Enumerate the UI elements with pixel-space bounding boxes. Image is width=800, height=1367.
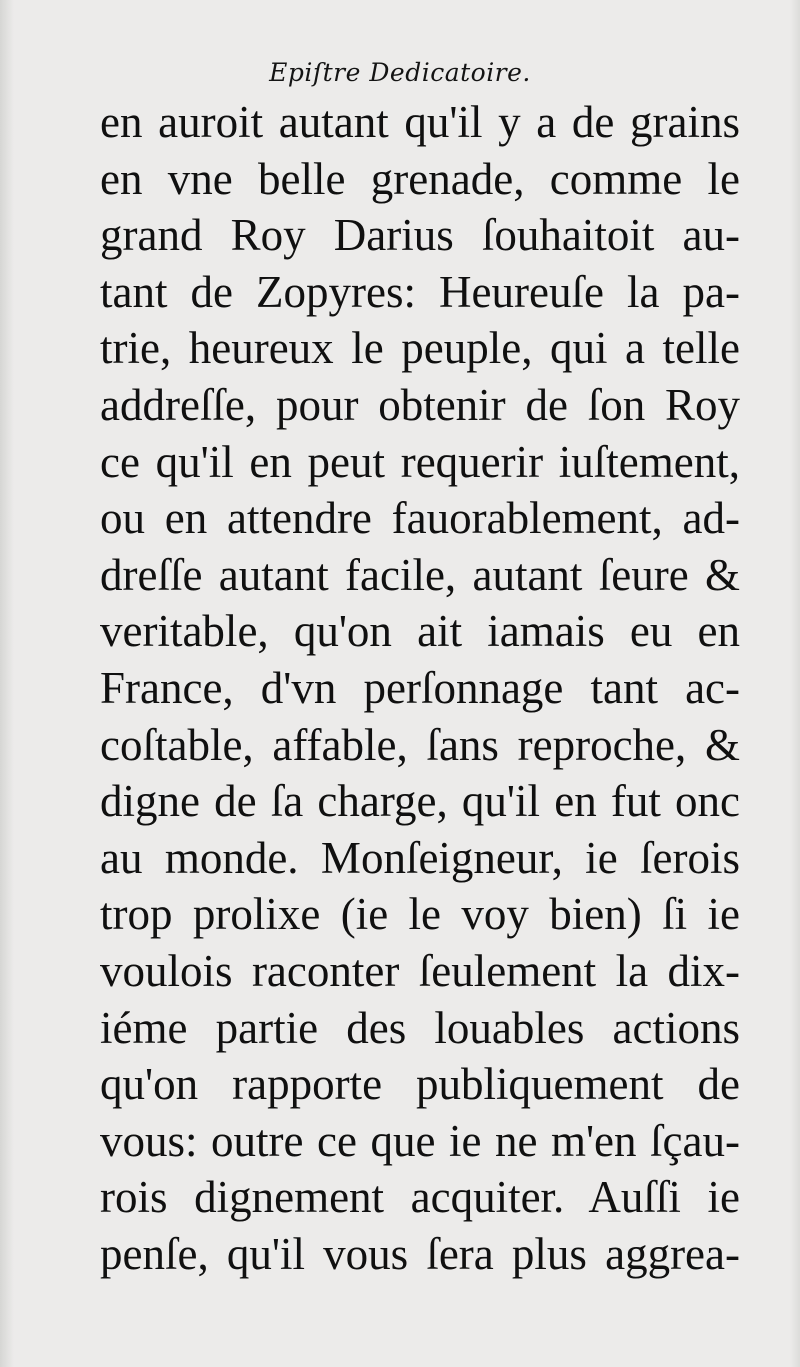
page-edge-left	[0, 0, 14, 1367]
text-line: ou en attendre fauorablement, ad-	[100, 493, 740, 544]
text-line: en vne belle grenade, comme le	[100, 153, 740, 204]
text-line: ce qu'il en peut requerir iuſtement,	[100, 436, 740, 487]
text-line: veritable, qu'on ait iamais eu en	[100, 606, 740, 657]
text-line: penſe, qu'il vous ſera plus aggrea-	[100, 1228, 740, 1279]
text-line: iéme partie des louables actions	[100, 1002, 740, 1053]
text-line: addreſſe, pour obtenir de ſon Roy	[100, 379, 740, 430]
text-line: trie, heureux le peuple, qui a telle	[100, 323, 740, 374]
text-line: voulois raconter ſeulement la dix-	[100, 945, 740, 996]
running-head: Epiſtre Dedicatoire.	[269, 58, 531, 87]
text-line: digne de ſa charge, qu'il en fut onc	[100, 776, 740, 827]
page-edge-right	[790, 0, 800, 1367]
text-line: tant de Zopyres: Heureuſe la pa-	[100, 266, 740, 317]
text-line: dreſſe autant facile, autant ſeure &	[100, 549, 740, 600]
text-line: trop prolixe (ie le voy bien) ſi ie	[100, 889, 740, 940]
text-line: France, d'vn perſonnage tant ac-	[100, 662, 740, 713]
text-line: rois dignement acquiter. Auſſi ie	[100, 1172, 740, 1223]
body-text	[100, 94, 740, 1282]
text-line: grand Roy Darius ſouhaitoit au-	[100, 210, 740, 261]
text-line: coſtable, affable, ſans reproche, &	[100, 719, 740, 770]
text-line: en auroit autant qu'il y a de grains	[100, 97, 740, 147]
text-line: au monde. Monſeigneur, ie ſerois	[100, 832, 740, 883]
text-line: vous: outre ce que ie ne m'en ſçau-	[100, 1115, 740, 1166]
text-line: qu'on rapporte publiquement de	[100, 1059, 740, 1110]
